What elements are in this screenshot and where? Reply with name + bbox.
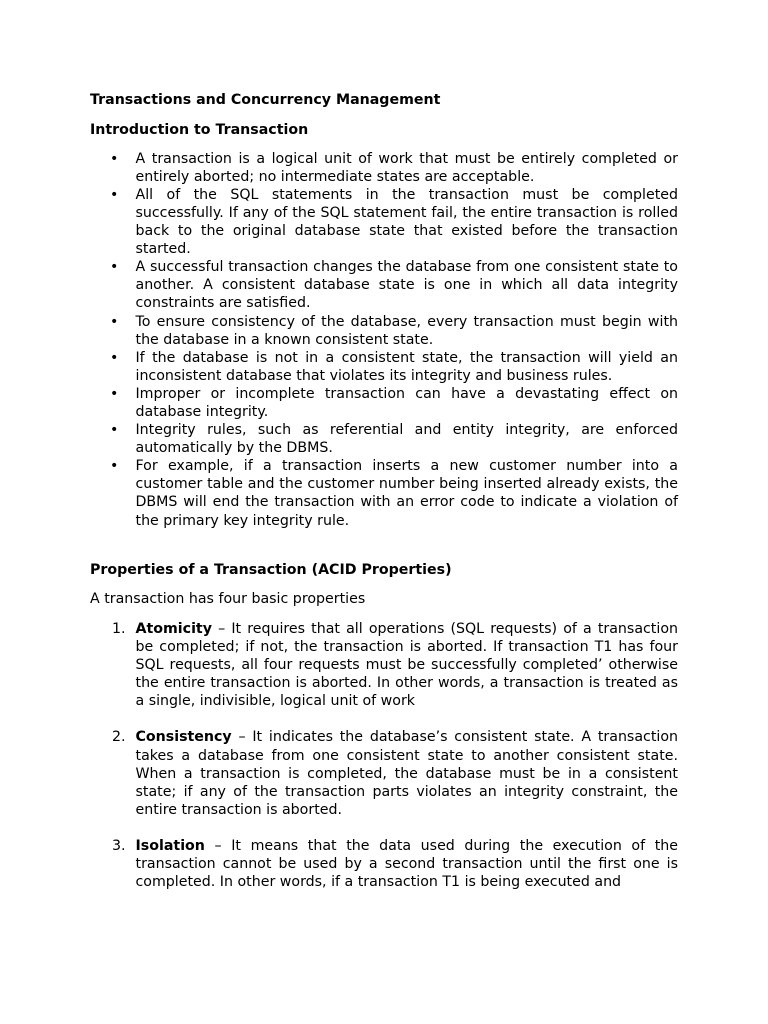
list-item [90, 385, 678, 421]
document-title: Transactions and Concurrency Management [90, 92, 441, 108]
list-number: 2. [112, 729, 126, 746]
property-description: – It requires that all operations (SQL requests) of a transaction be completed; if not, the transaction is aborted. If transaction T1 has four SQL requests, all four requests must be successfully completed’ otherwise the entire transaction is aborted. In other words, a transaction is treated as a single, indivisible, logical unit of work [135, 620, 678, 710]
list-number: 3. [112, 837, 126, 854]
property-term: Consistency [135, 729, 232, 746]
property-description: – It indicates the database’s consistent state. A transaction takes a database from one consistent state to another consistent state. When a transaction is completed, the database must be in a consistent state; if any of the transaction parts violates an integrity constraint, the entire transaction is aborted. [135, 729, 678, 818]
list-item-text: To ensure consistency of the database, every transaction must begin with the database in a known consistent state. [135, 313, 678, 348]
property-description: – It means that the data used during the execution of the transaction cannot be used by a second transaction until the first one is completed. In other words, if a transaction T1 is being executed and [135, 837, 678, 891]
bullet-icon: • [110, 186, 119, 203]
list-number: 1. [112, 620, 126, 637]
bullet-icon: • [110, 349, 119, 366]
list-item [90, 150, 678, 186]
list-item-text: Integrity rules, such as referential and entity integrity, are enforced automatically by the DBMS. [135, 422, 678, 457]
property-item-atomicity [90, 620, 678, 710]
list-item-text: A successful transaction changes the database from one consistent state to another. A consistent database state is one in which all data integrity constraints are satisfied. [135, 259, 678, 312]
bullet-icon: • [110, 313, 119, 330]
bullet-icon: • [110, 422, 119, 439]
document-page [90, 91, 678, 909]
property-term: Isolation [135, 837, 205, 854]
bullet-icon: • [110, 458, 119, 475]
bullet-icon: • [110, 150, 119, 167]
list-item [90, 186, 678, 258]
acid-heading: Properties of a Transaction (ACID Properties) [90, 561, 452, 578]
list-item-text: All of the SQL statements in the transaction must be completed successfully. If any of the SQL statement fail, the entire transaction is rolled back to the original database state that existed before the transaction started. [135, 186, 678, 258]
intro-heading: Introduction to Transaction [90, 121, 309, 138]
acid-property-list [90, 620, 678, 891]
acid-intro: A transaction has four basic properties [90, 591, 366, 608]
property-item-isolation [90, 837, 678, 891]
list-item-text: For example, if a transaction inserts a new customer number into a customer table and the customer number being inserted already exists, the DBMS will end the transaction with an error code to indicate a violation of the primary key integrity rule. [135, 458, 678, 529]
intro-bullet-list [90, 150, 678, 530]
list-item [90, 258, 678, 312]
list-item [90, 349, 678, 385]
bullet-icon: • [110, 259, 119, 276]
list-item [90, 457, 678, 529]
list-item-text: If the database is not in a consistent state, the transaction will yield an inconsistent database that violates its integrity and business rules. [135, 349, 678, 384]
list-item-text: Improper or incomplete transaction can have a devastating effect on database integrity. [135, 385, 678, 420]
list-item-text: A transaction is a logical unit of work that must be entirely completed or entirely aborted; no intermediate states are acceptable. [135, 150, 678, 185]
property-item-consistency [90, 728, 678, 818]
bullet-icon: • [110, 385, 119, 402]
list-item [90, 421, 678, 457]
list-item [90, 313, 678, 349]
property-term: Atomicity [135, 620, 212, 637]
